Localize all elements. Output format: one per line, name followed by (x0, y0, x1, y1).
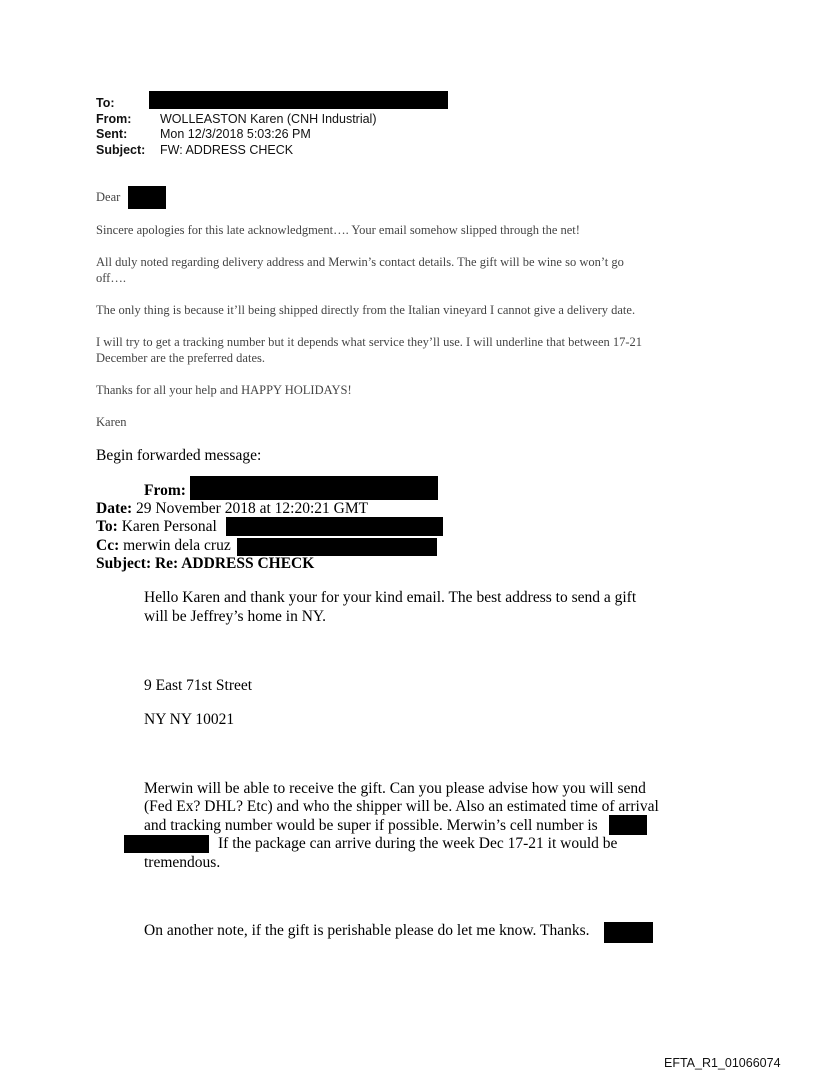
fwd-to (96, 518, 217, 536)
message-paragraph-2-line-3: and tracking number would be super if possible. Merwin’s cell number is (144, 817, 598, 834)
redaction-cell-number-part-1 (609, 815, 647, 835)
subject-value: FW: ADDRESS CHECK (160, 143, 294, 157)
fwd-cc-value: merwin dela cruz (123, 537, 231, 554)
fwd-subject (96, 555, 314, 573)
from-value: WOLLEASTON Karen (CNH Industrial) (160, 112, 377, 126)
redaction-sender-signature (604, 922, 653, 943)
sent-label: Sent: (96, 127, 128, 141)
fwd-subject-value: Re: ADDRESS CHECK (154, 555, 315, 572)
reply-paragraph-4-line-2: December are the preferred dates. (96, 351, 265, 365)
reply-paragraph-4-line-1: I will try to get a tracking number but it depends what service they’ll use. I will underline that between 17-21 (96, 335, 643, 349)
greeting: Dear (96, 190, 121, 204)
address-line-1: 9 East 71st Street (144, 677, 253, 694)
forwarded-intro: Begin forwarded message: (96, 447, 262, 464)
reply-paragraph-5: Thanks for all your help and HAPPY HOLIDAYS! (96, 383, 352, 397)
reply-paragraph-2-line-2: off…. (96, 271, 126, 285)
redaction-fwd-cc-email (237, 538, 437, 556)
message-paragraph-1-line-2: will be Jeffrey’s home in NY. (144, 608, 326, 625)
fwd-cc-label: Cc: (96, 537, 120, 554)
from-label: From: (96, 112, 132, 126)
fwd-date-value: 29 November 2018 at 12:20:21 GMT (136, 500, 369, 517)
fwd-date-label: Date: (96, 500, 133, 517)
message-paragraph-3: On another note, if the gift is perishable please do let me know. Thanks. (144, 922, 590, 939)
reply-signature: Karen (96, 415, 127, 429)
reply-paragraph-2-line-1: All duly noted regarding delivery address and Merwin’s contact details. The gift will be wine so won’t go (96, 255, 624, 269)
fwd-to-label: To: (96, 518, 118, 535)
fwd-subject-label: Subject: (96, 555, 152, 572)
subject-label: Subject: (96, 143, 146, 157)
redaction-fwd-to-email (226, 517, 443, 536)
document-id: EFTA_R1_01066074 (664, 1056, 781, 1070)
fwd-to-value: Karen Personal (121, 518, 217, 535)
fwd-cc (96, 537, 231, 555)
fwd-from-label: From: (144, 482, 186, 499)
to-label: To: (96, 96, 115, 110)
message-paragraph-2-line-5: tremendous. (144, 854, 221, 871)
message-paragraph-2-line-4: If the package can arrive during the week Dec 17-21 it would be (218, 835, 618, 852)
fwd-date (96, 500, 368, 518)
message-paragraph-2-line-2: (Fed Ex? DHL? Etc) and who the shipper will be. Also an estimated time of arrival (144, 798, 659, 815)
redaction-recipient-name (128, 186, 166, 209)
message-paragraph-1-line-1: Hello Karen and thank your for your kind email. The best address to send a gift (144, 589, 637, 606)
reply-paragraph-1: Sincere apologies for this late acknowledgment…. Your email somehow slipped through the net! (96, 223, 580, 237)
redaction-cell-number-part-2 (124, 835, 209, 853)
reply-paragraph-3: The only thing is because it’ll being shipped directly from the Italian vineyard I cannot give a delivery date. (96, 303, 636, 317)
redaction-to-address (149, 91, 448, 109)
address-line-2: NY NY 10021 (144, 711, 235, 728)
sent-value: Mon 12/3/2018 5:03:26 PM (160, 127, 311, 141)
redaction-fwd-from (190, 476, 438, 500)
message-paragraph-2-line-1: Merwin will be able to receive the gift. Can you please advise how you will send (144, 780, 646, 797)
